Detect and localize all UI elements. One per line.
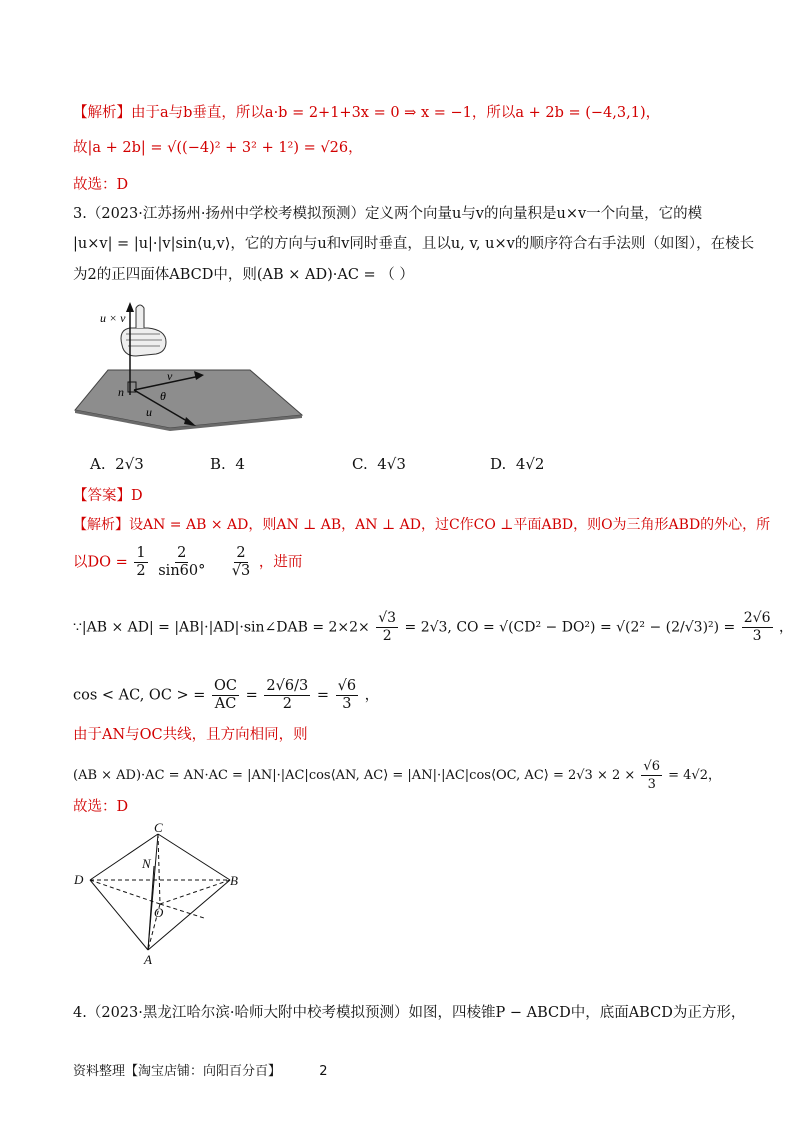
segment-co-dashed <box>158 834 160 904</box>
q2-line1-text: 由于a与b垂直，所以a·b = 2+1+3x = 0 ⇒ x = −1，所以a + 2b = (−4,3,1)， <box>131 105 661 121</box>
q3-answer <box>73 486 143 506</box>
n-label: n <box>118 385 124 399</box>
q3-analysis-line4: cos < AC, OC > = $\frac{OC}{AC}$ = $\frac{2√6/3}{2}$ = $\frac{√6}{3}$ ， <box>73 678 380 712</box>
q3-stem-line1 <box>73 204 702 224</box>
q3-choice: 故选：D <box>73 799 129 815</box>
frac-sqrt6-3-b: $\frac{√6}{3}$ <box>643 759 660 792</box>
q3-stem-line2: |u×v| = |u|·|v|sin⟨u,v⟩，它的方向与u和v同时垂直，且以u, v, u×v的顺序符合右手法则（如图），在棱长 <box>73 236 755 252</box>
option-c[interactable]: C. 4√3 <box>352 455 406 473</box>
q4-source: （2023·黑龙江哈尔滨·哈师大附中校考模拟预测） <box>86 1005 409 1021</box>
analysis-tag: 【解析】 <box>73 105 131 121</box>
point-n-label: N <box>142 856 151 871</box>
vertex-d-label: D <box>74 872 84 887</box>
q3-source: （2023·江苏扬州·扬州中学校考模拟预测） <box>86 206 365 222</box>
q4-number: 4. <box>73 1005 87 1021</box>
q3-stem1: 定义两个向量u与v的向量积是u×v一个向量，它的模 <box>364 206 703 222</box>
q3-number: 3. <box>73 206 87 222</box>
q2-analysis-line1 <box>73 103 660 123</box>
vertex-b-label: B <box>230 873 238 888</box>
q4-stem-text: 如图，四棱锥P − ABCD中，底面ABCD为正方形， <box>408 1005 746 1021</box>
q3-analysis-line6: (AB × AD)·AC = AN·AC = |AN|·|AC|cos⟨AN, AC⟩ = |AN|·|AC|cos⟨OC, AC⟩ = 2√3 × 2 × $\frac{√6}{3}$ = 4√2， <box>73 759 721 792</box>
page-number: 2 <box>319 1064 328 1079</box>
q3-analysis-line2: 以DO = $\frac{1}{2}$ $\frac{2}{\sin 60^\circ}$ $\frac{2}{√3}$ ，进而 <box>73 545 303 579</box>
edge-da <box>90 880 148 950</box>
option-d[interactable]: D. 4√2 <box>490 455 545 473</box>
u-label: u <box>146 405 152 419</box>
q3-analysis-line5: 由于AN与OC共线，且方向相同，则 <box>73 727 308 743</box>
hand-icon <box>121 328 166 356</box>
thumb-icon <box>136 305 144 328</box>
q2-choice: 故选：D <box>73 177 129 193</box>
a1-text: 设AN = AB × AD，则AN ⊥ AB，AN ⊥ AD，过C作CO ⊥平面ABD，则O为三角形ABD的外心，所 <box>129 517 771 533</box>
vertex-a-label: A <box>144 952 152 967</box>
v-label: v <box>167 369 173 383</box>
frac-2sqrt6-3: $\frac{2√6}{3}$ <box>743 610 771 644</box>
answer-value: D <box>131 488 143 504</box>
page-footer <box>73 1060 328 1079</box>
uxv-label: u × v <box>100 311 126 325</box>
frac-sqrt6-3: $\frac{√6}{3}$ <box>337 678 357 712</box>
frac-2-sqrt3: $\frac{2}{√3}$ <box>231 545 251 579</box>
frac-oc-ac: $\frac{OC}{AC}$ <box>214 678 238 712</box>
option-b[interactable]: B. 4 <box>210 455 245 473</box>
q3-analysis-line3: ∵|AB × AD| = |AB|·|AD|·sin∠DAB = 2×2× $\frac{√3}{2}$ = 2√3, CO = √(CD² − DO²) = √(2² − (2/√3)²) = $\frac{2√6}{3}$ ， <box>73 610 793 644</box>
point-o-label: O <box>154 905 164 920</box>
frac-2-sin60: $\frac{2}{\sin 60^\circ}$ <box>158 545 206 579</box>
analysis-tag: 【解析】 <box>73 517 129 533</box>
frac-sqrt3-2: $\frac{√3}{2}$ <box>378 610 397 644</box>
q2-analysis-line2: 故|a + 2b| = √((−4)² + 3² + 1²) = √26， <box>73 140 363 156</box>
q3-analysis-line1 <box>73 515 770 535</box>
vertex-c-label: C <box>154 822 163 835</box>
edge-cb <box>158 834 230 880</box>
tetrahedron-figure <box>70 822 250 967</box>
frac-nested: $\frac{2√6/3}{2}$ <box>266 678 309 712</box>
footer-label: 资料整理【淘宝店铺：向阳百分百】 <box>73 1064 282 1079</box>
right-hand-rule-figure <box>70 300 320 450</box>
option-a[interactable]: A. 2√3 <box>90 455 144 473</box>
frac-1-2: $\frac{1}{2}$ <box>136 545 146 579</box>
q3-stem-line3: 为2的正四面体ABCD中，则(AB × AD)·AC = （ ） <box>73 267 414 283</box>
theta-label: θ <box>160 389 166 403</box>
q4-stem <box>73 1003 745 1023</box>
answer-tag: 【答案】 <box>73 488 131 504</box>
